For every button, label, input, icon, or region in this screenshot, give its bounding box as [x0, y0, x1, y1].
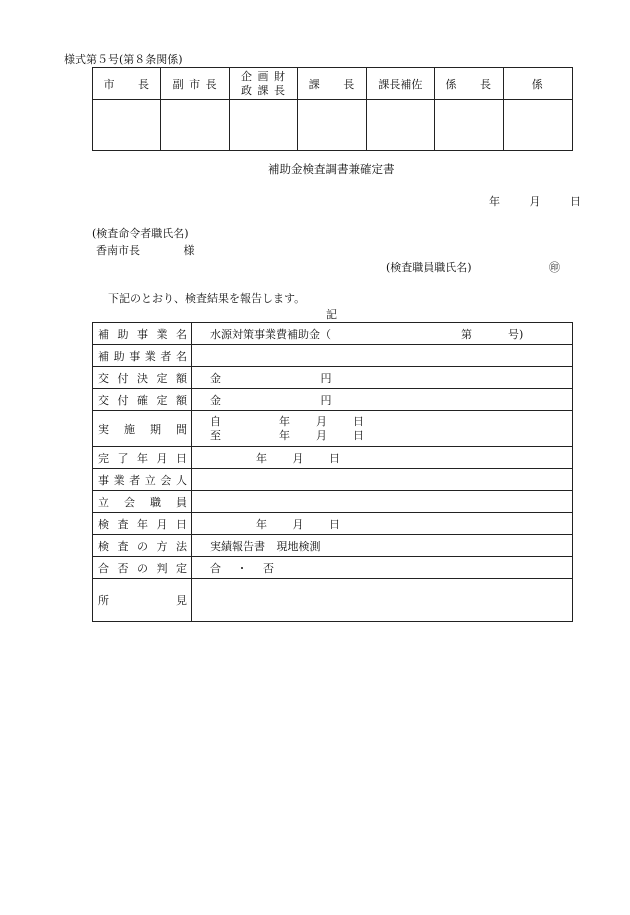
method-site-check: 現地検測 — [276, 539, 321, 553]
row-grant-decided — [93, 367, 573, 389]
value-project-name[interactable] — [192, 323, 573, 345]
header-label: 課長補佐 — [378, 77, 423, 91]
addressee-honorific: 様 — [183, 244, 195, 257]
judgment-pass[interactable]: 合 — [210, 561, 221, 575]
project-number-go: 号) — [508, 327, 524, 341]
day-label: 日 — [329, 517, 340, 531]
row-grant-confirmed — [93, 389, 573, 411]
date-line — [489, 193, 581, 209]
label-judgment: 合否の判定 — [93, 557, 192, 579]
row-judgment — [93, 557, 573, 579]
value-period[interactable] — [192, 411, 573, 447]
stamp-box-section-chief[interactable] — [298, 100, 366, 151]
approval-stamp-table — [92, 67, 573, 151]
period-year-label: 年 — [279, 428, 290, 442]
row-observations — [93, 579, 573, 622]
period-year-label: 年 — [279, 414, 290, 428]
header-label: 副 市 長 — [172, 77, 218, 91]
observations-label-left: 所 — [98, 594, 109, 607]
label-operator: 補助事業者名 — [93, 345, 192, 367]
method-report: 実績報告書 — [210, 539, 265, 553]
date-day-label: 日 — [570, 195, 581, 208]
stamp-box-deputy-mayor[interactable] — [161, 100, 229, 151]
header-section-chief — [298, 68, 366, 100]
stamp-box-assistant-chief[interactable] — [366, 100, 434, 151]
year-label: 年 — [256, 517, 267, 531]
date-month-label: 月 — [529, 195, 541, 208]
header-label-line1: 企 画 財 — [241, 69, 287, 83]
label-grant-confirmed: 交付確定額 — [93, 389, 192, 411]
row-inspection-date — [93, 513, 573, 535]
stamp-box-staff[interactable] — [503, 100, 572, 151]
addressee-name: 香南市長 — [96, 244, 140, 257]
row-inspection-method — [93, 535, 573, 557]
row-operator — [93, 345, 573, 367]
header-label: 係 — [531, 77, 544, 91]
period-from-label: 自 — [210, 414, 221, 428]
header-label: 課 長 — [308, 77, 356, 91]
kin-label: 金 — [210, 371, 221, 385]
form-number: 様式第５号(第８条関係) — [64, 53, 183, 66]
value-operator[interactable] — [192, 345, 573, 367]
intro-text: 下記のとおり、検査結果を報告します。 — [108, 292, 306, 305]
document-title: 補助金検査調書兼確定書 — [268, 162, 395, 176]
header-assistant-chief — [366, 68, 434, 100]
inspector-label: (検査職員職氏名) — [386, 261, 472, 274]
period-month-label: 月 — [316, 414, 327, 428]
header-label: 市 長 — [103, 77, 150, 91]
year-label: 年 — [256, 451, 267, 465]
month-label: 月 — [292, 451, 304, 465]
header-unit-chief — [435, 68, 503, 100]
period-month-label: 月 — [316, 428, 327, 442]
day-label: 日 — [329, 451, 340, 465]
label-project-name: 補助事業名 — [93, 323, 192, 345]
row-witness — [93, 469, 573, 491]
period-day-label: 日 — [353, 428, 364, 442]
month-label: 月 — [292, 517, 304, 531]
value-observations[interactable] — [192, 579, 573, 622]
label-grant-decided: 交付決定額 — [93, 367, 192, 389]
row-period — [93, 411, 573, 447]
stamp-box-unit-chief[interactable] — [435, 100, 503, 151]
ki-mark: 記 — [326, 308, 337, 321]
label-inspection-date: 検査年月日 — [93, 513, 192, 535]
header-mayor — [93, 68, 161, 100]
date-year-label: 年 — [489, 195, 500, 208]
value-grant-decided[interactable] — [192, 367, 573, 389]
value-judgment[interactable] — [192, 557, 573, 579]
label-period: 実施期間 — [93, 411, 192, 447]
row-attending-staff — [93, 491, 573, 513]
label-inspection-method: 検査の方法 — [93, 535, 192, 557]
value-grant-confirmed[interactable] — [192, 389, 573, 411]
period-to-line — [210, 429, 572, 443]
kin-label: 金 — [210, 393, 221, 407]
addressee-label: (検査命令者職氏名) — [92, 227, 189, 240]
value-inspection-date[interactable] — [192, 513, 573, 535]
addressee — [96, 242, 195, 258]
value-attending-staff[interactable] — [192, 491, 573, 513]
stamp-box-planning-finance-chief[interactable] — [229, 100, 297, 151]
row-project-name — [93, 323, 573, 345]
period-from-line — [210, 415, 572, 429]
header-label: 係 長 — [445, 77, 493, 91]
value-completion-date[interactable] — [192, 447, 573, 469]
judgment-separator: ・ — [236, 561, 248, 575]
seal-mark: ㊞ — [549, 261, 560, 274]
header-label-line2: 政 課 長 — [241, 83, 287, 97]
label-witness: 事業者立会人 — [93, 469, 192, 491]
row-completion-date — [93, 447, 573, 469]
header-deputy-mayor — [161, 68, 229, 100]
label-completion-date: 完了年月日 — [93, 447, 192, 469]
project-number-dai: 第 — [461, 327, 472, 341]
value-witness[interactable] — [192, 469, 573, 491]
project-name-text: 水源対策事業費補助金（ — [210, 327, 331, 341]
observations-label-right: 見 — [176, 594, 187, 607]
header-planning-finance-chief — [229, 68, 297, 100]
inspection-table — [92, 322, 573, 622]
value-inspection-method[interactable] — [192, 535, 573, 557]
judgment-fail[interactable]: 否 — [263, 561, 274, 575]
label-observations — [93, 579, 192, 622]
period-day-label: 日 — [353, 414, 364, 428]
label-attending-staff: 立会職員 — [93, 491, 192, 513]
period-to-label: 至 — [210, 428, 221, 442]
header-staff — [503, 68, 572, 100]
yen-label: 円 — [320, 393, 332, 407]
yen-label: 円 — [320, 371, 332, 385]
stamp-box-mayor[interactable] — [93, 100, 161, 151]
